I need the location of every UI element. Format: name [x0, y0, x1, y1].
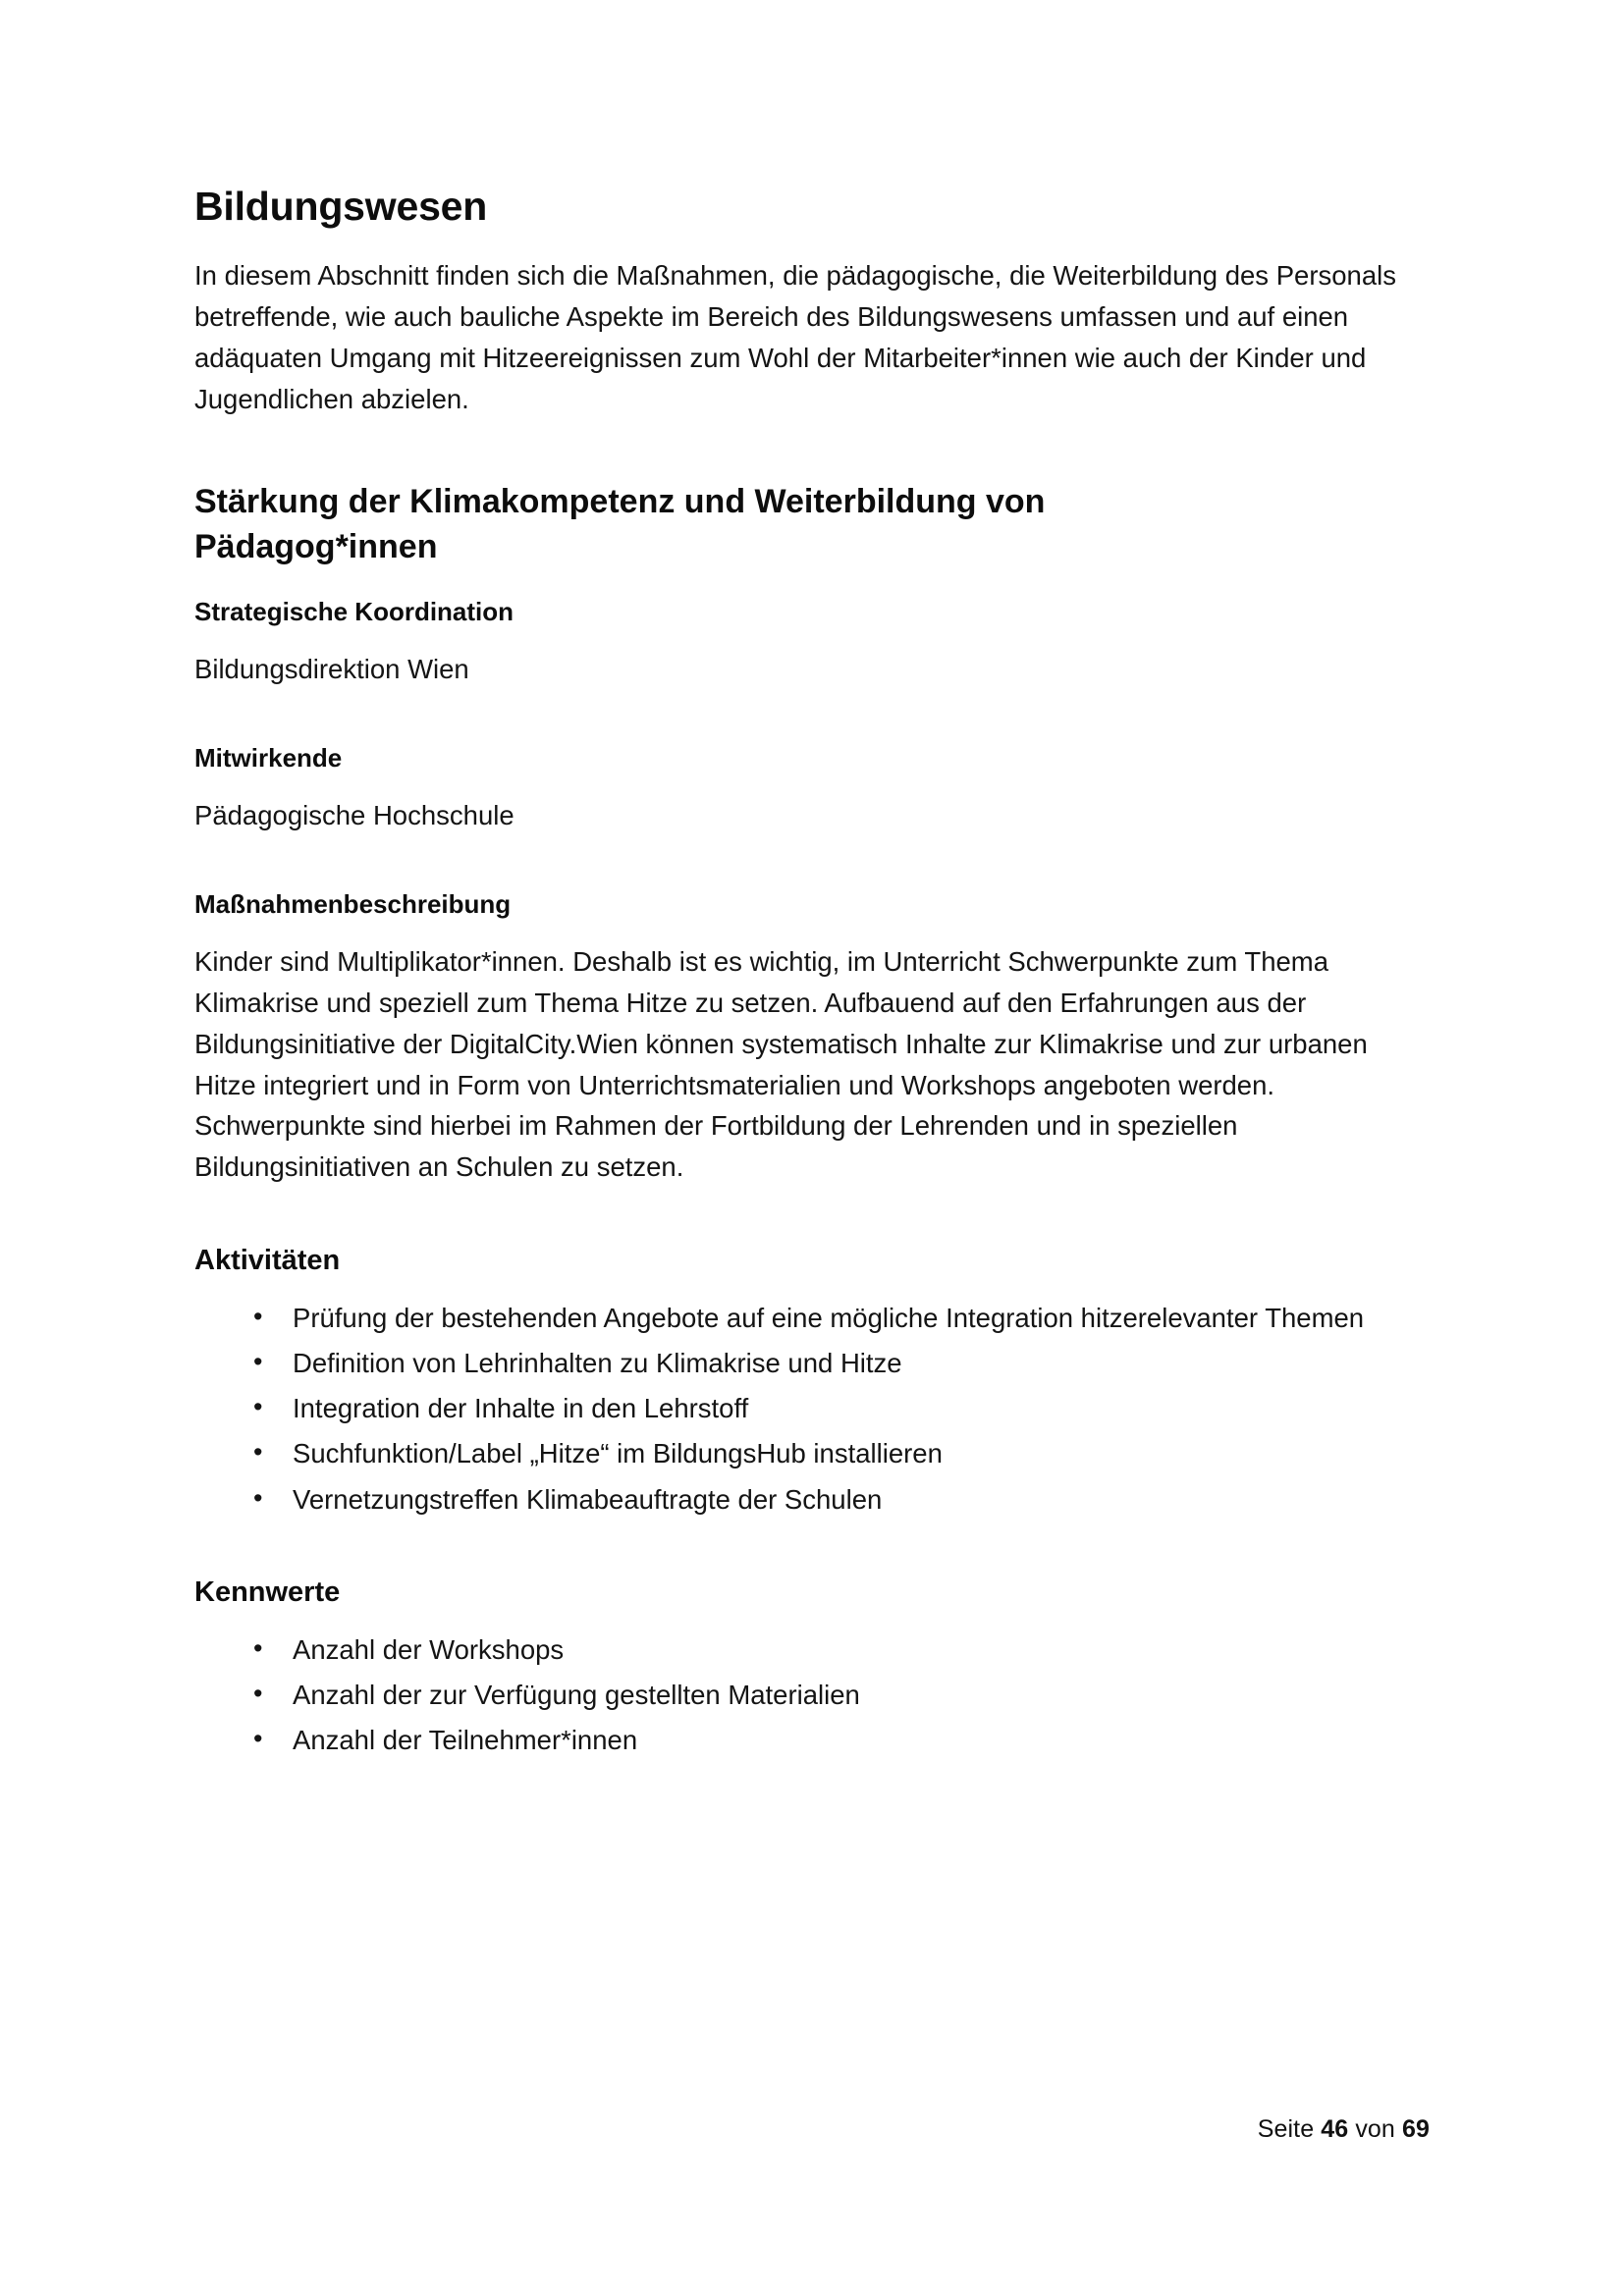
list-item: • Vernetzungstreffen Klimabeauftragte der Schulen	[245, 1479, 1430, 1520]
field-label-massnahmenbeschreibung: Maßnahmenbeschreibung	[194, 889, 512, 920]
section-label-kennwerte: Kennwerte	[194, 1575, 341, 1608]
intro-paragraph-block	[194, 255, 1422, 419]
section-label-aktivitaeten: Aktivitäten	[194, 1244, 341, 1276]
page-title: Bildungswesen	[194, 184, 488, 229]
footer-total-pages: 69	[1401, 2115, 1430, 2143]
activities-list	[194, 1298, 1430, 1520]
list-item: • Suchfunktion/Label „Hitze“ im BildungsHub installieren	[245, 1433, 1430, 1473]
footer-prefix: Seite	[1257, 2115, 1315, 2143]
footer-middle: von	[1355, 2115, 1395, 2143]
list-item: • Integration der Inhalte in den Lehrstoff	[245, 1388, 1430, 1428]
field-value-strategische-koordination: Bildungsdirektion Wien	[194, 654, 469, 685]
list-item: • Anzahl der Teilnehmer*innen	[245, 1720, 1430, 1760]
list-item: • Prüfung der bestehenden Angebote auf eine mögliche Integration hitzerelevanter Themen	[245, 1298, 1430, 1338]
list-item: • Definition von Lehrinhalten zu Klimakrise und Hitze	[245, 1343, 1430, 1383]
page-footer	[1258, 2115, 1430, 2144]
description-paragraph: Kinder sind Multiplikator*innen. Deshalb ist es wichtig, im Unterricht Schwerpunkte zum Thema Klimakrise und speziell zum Thema Hitze zu setzen. Aufbauend auf den Erfahrungen aus der Bildungsinitiative der DigitalCity.Wien können systematisch Inhalte zur Klimakrise und zur urbanen Hitze integriert und in Form von Unterrichtsmaterialien und Workshops angeboten werden. Schwerpunkte sind hierbei im Rahmen der Fortbildung der Lehrenden und in speziellen Bildungsinitiativen an Schulen zu setzen.	[194, 946, 1368, 1183]
indicators-list	[194, 1629, 1430, 1761]
measure-title: Stärkung der Klimakompetenz und Weiterbildung von Pädagog*innen	[194, 483, 1046, 566]
list-item: • Anzahl der Workshops	[245, 1629, 1430, 1670]
footer-page-number: 46	[1321, 2115, 1349, 2143]
description-paragraph-block	[194, 941, 1422, 1188]
field-label-strategische-koordination: Strategische Koordination	[194, 597, 514, 627]
field-value-mitwirkende: Pädagogische Hochschule	[194, 800, 514, 831]
list-item: • Anzahl der zur Verfügung gestellten Materialien	[245, 1675, 1430, 1715]
field-label-mitwirkende: Mitwirkende	[194, 743, 343, 774]
intro-paragraph: In diesem Abschnitt finden sich die Maßnahmen, die pädagogische, die Weiterbildung des Personals betreffende, wie auch bauliche Aspekte im Bereich des Bildungswesens umfassen und auf einen adäquaten Umgang mit Hitzeereignissen zum Wohl der Mitarbeiter*innen wie auch der Kinder und Jugendlichen abzielen.	[194, 260, 1396, 414]
page-content	[194, 182, 1430, 1760]
